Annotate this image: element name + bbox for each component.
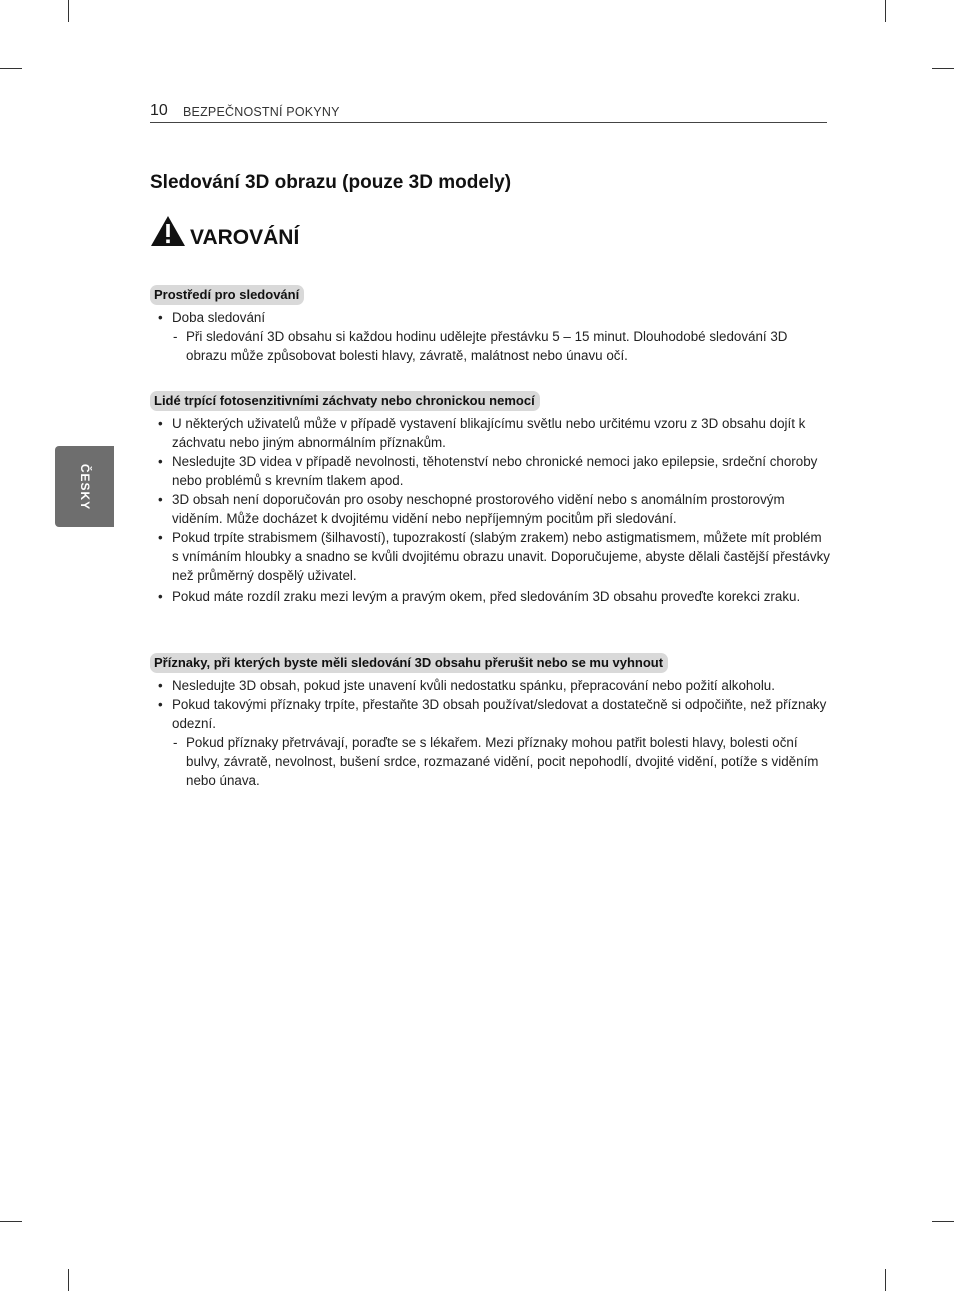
- list-item: • Pokud máte rozdíl zraku mezi levým a pravým okem, před sledováním 3D obsahu proveďte korekci zraku.: [150, 585, 830, 608]
- warning-triangle-icon: [150, 215, 186, 247]
- section-heading: Lidé trpící fotosenzitivními záchvaty nebo chronickou nemocí: [150, 391, 540, 411]
- section-heading: Příznaky, při kterých byste měli sledování 3D obsahu přerušit nebo se mu vyhnout: [150, 653, 668, 673]
- page-title: Sledování 3D obrazu (pouze 3D modely): [150, 172, 512, 193]
- crop-mark: [0, 68, 22, 69]
- crop-mark: [68, 0, 69, 22]
- section-symptoms: [150, 653, 830, 790]
- list-item: • Doba sledování: [150, 308, 830, 327]
- warning-label: VAROVÁNÍ: [190, 226, 300, 249]
- section-viewing-environment: [150, 285, 830, 365]
- crop-mark: [0, 1221, 22, 1222]
- crop-mark: [932, 68, 954, 69]
- section-photosensitive: [150, 391, 830, 608]
- page-header: [150, 102, 827, 123]
- page-number: 10: [150, 102, 168, 119]
- list-item: • U některých uživatelů může v případě vystavení blikajícímu světlu nebo určitému vzoru z 3D obsahu dojít k záchvatu nebo jiným abnormálním příznakům.: [150, 414, 830, 452]
- section-heading: Prostředí pro sledování: [150, 285, 304, 305]
- crop-mark: [932, 1221, 954, 1222]
- item-list: [150, 676, 830, 790]
- list-item: - Při sledování 3D obsahu si každou hodinu udělejte přestávku 5 – 15 minut. Dlouhodobé sledování 3D obrazu může způsobovat bolesti hlavy, závratě, malátnost nebo únavu očí.: [150, 327, 830, 365]
- list-item: • 3D obsah není doporučován pro osoby neschopné prostorového vidění nebo s anomálním prostorovým viděním. Může docházet k dvojitému vidění nebo nepříjemným pocitům při sledování.: [150, 490, 830, 528]
- list-item: • Pokud trpíte strabismem (šilhavostí), tupozrakostí (slabým zrakem) nebo astigmatismem, můžete mít problém s vnímáním hloubky a snadno se kvůli dvojitému obrazu unavit. Doporučujeme, abyste dělali častější přestávky než průměrný dospělý uživatel.: [150, 528, 830, 585]
- language-tab-label: ČESKY: [77, 463, 92, 510]
- running-title: BEZPEČNOSTNÍ POKYNY: [183, 105, 340, 119]
- list-item: • Pokud takovými příznaky trpíte, přestaňte 3D obsah používat/sledovat a dostatečně si odpočiňte, než příznaky odezní.: [150, 695, 830, 733]
- item-list: [150, 414, 830, 608]
- list-item: - Pokud příznaky přetrvávají, poraďte se s lékařem. Mezi příznaky mohou patřit bolesti hlavy, bolesti oční bulvy, závratě, nevolnost, bušení srdce, rozmazané vidění, pocit nepohodlí, dvojité vidění, potíže s viděním nebo únava.: [150, 733, 830, 790]
- list-item: • Nesledujte 3D obsah, pokud jste unavení kvůli nedostatku spánku, přepracování nebo požití alkoholu.: [150, 676, 830, 695]
- list-item: • Nesledujte 3D videa v případě nevolnosti, těhotenství nebo chronické nemoci jako epilepsie, srdeční choroby nebo problémů s krevním tlakem apod.: [150, 452, 830, 490]
- crop-mark: [885, 1269, 886, 1291]
- language-side-tab: [55, 446, 114, 527]
- crop-mark: [68, 1269, 69, 1291]
- crop-mark: [885, 0, 886, 22]
- item-list: [150, 308, 830, 365]
